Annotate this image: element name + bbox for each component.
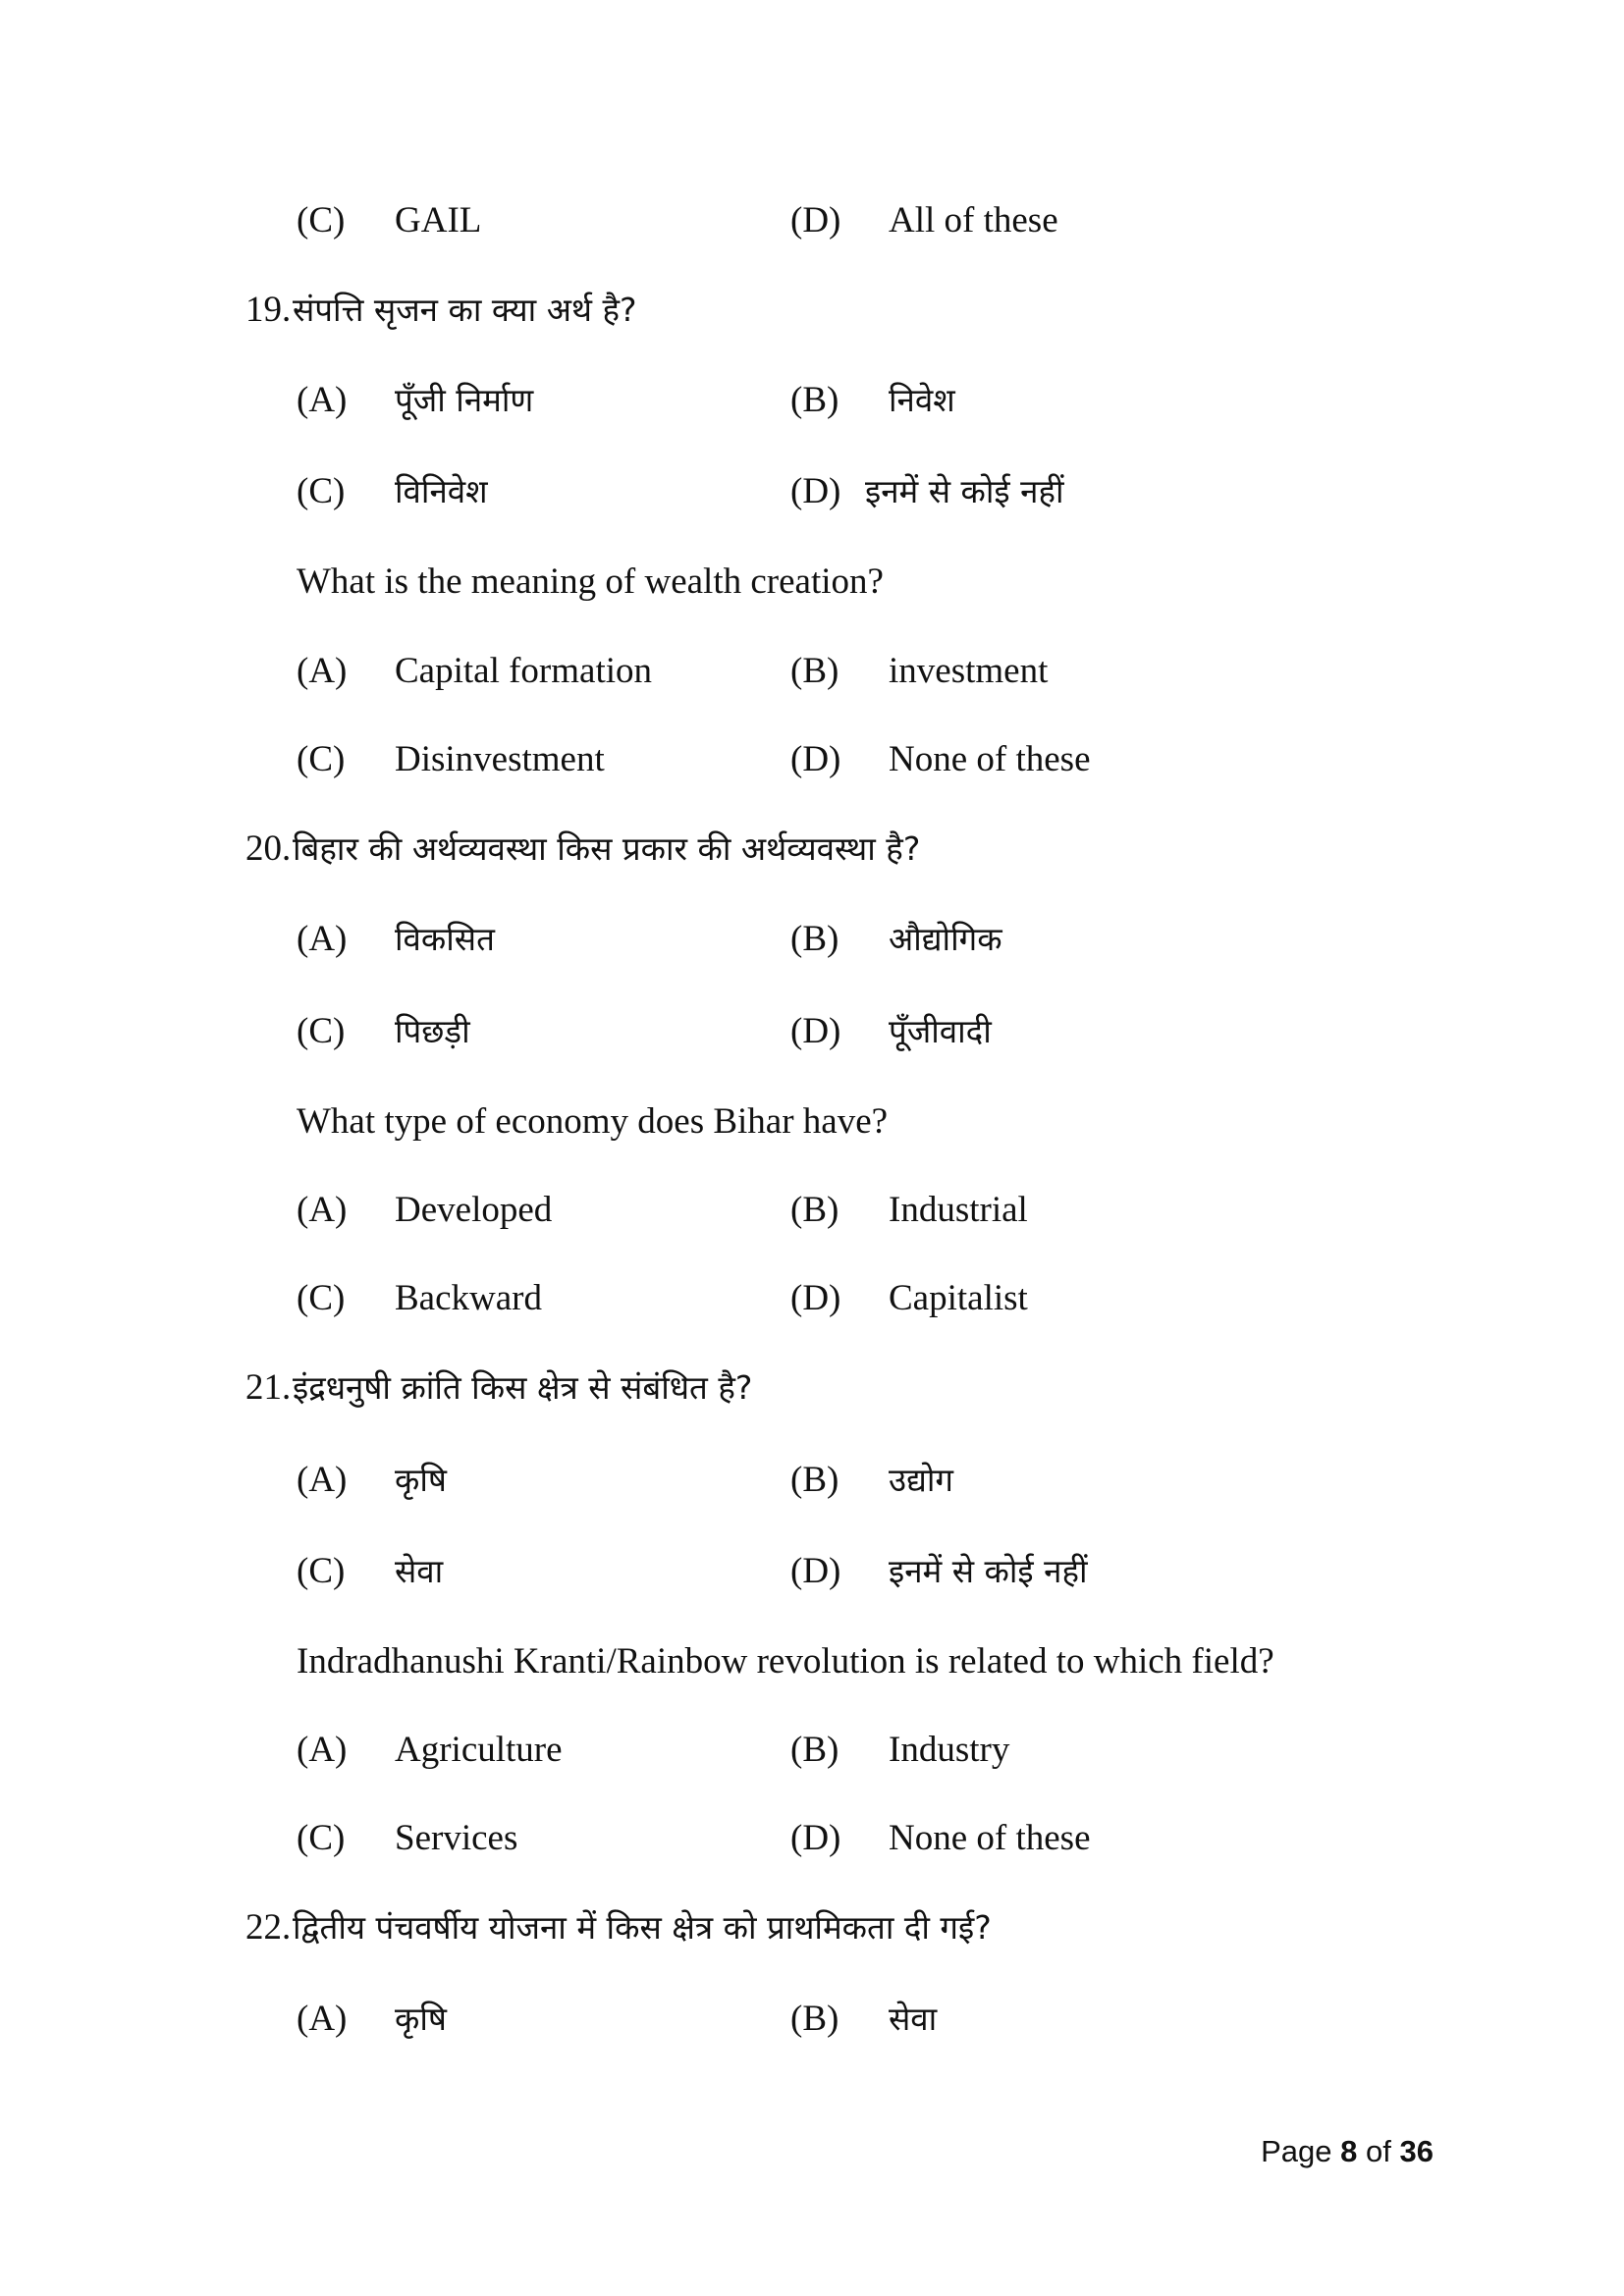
option-text: Agriculture <box>395 1730 563 1770</box>
question-text-hindi: द्वितीय पंचवर्षीय योजना में किस क्षेत्र को प्राथमिकता दी गई? <box>293 1908 992 1947</box>
option-label: (D) <box>790 200 841 240</box>
page-number-footer <box>1129 2130 1434 2173</box>
question-number: 21. <box>245 1367 292 1408</box>
option-row <box>0 1809 1624 1868</box>
option-text: उद्योग <box>889 1461 953 1499</box>
option-row <box>0 1721 1624 1780</box>
option-row <box>0 462 1624 521</box>
option-row <box>0 1451 1624 1510</box>
option-label: (D) <box>790 1818 841 1858</box>
option-label: (A) <box>297 651 348 691</box>
option-text: Disinvestment <box>395 739 605 779</box>
question-21-hindi <box>0 1359 1624 1417</box>
option-text: Services <box>395 1818 518 1858</box>
option-text: Industrial <box>889 1190 1028 1230</box>
option-row <box>0 191 1624 250</box>
option-text: सेवा <box>395 1552 444 1590</box>
option-label: (A) <box>297 1460 348 1500</box>
option-label: (B) <box>790 1190 839 1230</box>
page-prefix: Page <box>1261 2134 1332 2168</box>
option-row <box>0 642 1624 701</box>
option-label: (D) <box>790 471 841 511</box>
option-label: (D) <box>790 739 841 779</box>
option-label: (A) <box>297 1190 348 1230</box>
option-label: (C) <box>297 471 346 511</box>
question-number: 20. <box>245 828 292 869</box>
option-label: (C) <box>297 1011 346 1051</box>
current-page-number: 8 <box>1340 2134 1358 2168</box>
question-text-english: Indradhanushi Kranti/Rainbow revolution is related to which field? <box>297 1641 1274 1682</box>
option-text: औद्योगिक <box>889 920 1002 958</box>
option-row <box>0 371 1624 430</box>
question-text-english: What is the meaning of wealth creation? <box>297 561 884 602</box>
option-label: (A) <box>297 1999 348 2039</box>
option-label: (C) <box>297 739 346 779</box>
option-text: इनमें से कोई नहीं <box>865 472 1064 510</box>
option-label: (D) <box>790 1278 841 1318</box>
option-label: (D) <box>790 1011 841 1051</box>
question-number: 19. <box>245 290 292 330</box>
question-20-hindi <box>0 820 1624 879</box>
option-row <box>0 1269 1624 1328</box>
question-text-english: What type of economy does Bihar have? <box>297 1101 889 1142</box>
option-label: (A) <box>297 919 348 959</box>
option-text: None of these <box>889 1818 1091 1858</box>
option-text: All of these <box>889 200 1058 240</box>
question-20-english <box>0 1093 1624 1151</box>
option-row <box>0 910 1624 969</box>
option-text: विकसित <box>395 920 495 958</box>
option-label: (B) <box>790 380 839 420</box>
question-text-hindi: बिहार की अर्थव्यवस्था किस प्रकार की अर्थव्यवस्था है? <box>293 829 921 868</box>
option-text: कृषि <box>395 2000 447 2038</box>
question-text-hindi: इंद्रधनुषी क्रांति किस क्षेत्र से संबंधित है? <box>293 1368 753 1407</box>
option-label: (B) <box>790 1999 839 2039</box>
option-label: (D) <box>790 1551 841 1591</box>
total-pages: 36 <box>1399 2134 1434 2168</box>
option-label: (A) <box>297 1730 348 1770</box>
option-text: Industry <box>889 1730 1010 1770</box>
option-label: (B) <box>790 1730 839 1770</box>
question-22-hindi <box>0 1898 1624 1957</box>
option-label: (C) <box>297 200 346 240</box>
page-of-word: of <box>1366 2134 1391 2168</box>
question-text-hindi: संपत्ति सृजन का क्या अर्थ है? <box>293 291 637 329</box>
option-text: Capitalist <box>889 1278 1028 1318</box>
option-label: (B) <box>790 919 839 959</box>
question-number: 22. <box>245 1907 292 1948</box>
option-text: इनमें से कोई नहीं <box>889 1552 1088 1590</box>
option-text: पूँजीवादी <box>889 1012 992 1050</box>
option-text: GAIL <box>395 200 482 240</box>
option-row <box>0 730 1624 789</box>
option-text: Capital formation <box>395 651 653 691</box>
option-label: (B) <box>790 651 839 691</box>
option-text: सेवा <box>889 2000 938 2038</box>
option-label: (C) <box>297 1551 346 1591</box>
question-19-hindi <box>0 281 1624 340</box>
option-text: पिछड़ी <box>395 1012 470 1050</box>
option-text: निवेश <box>889 381 955 419</box>
option-row <box>0 1002 1624 1061</box>
option-text: पूँजी निर्माण <box>395 381 534 419</box>
option-text: investment <box>889 651 1049 691</box>
option-text: विनिवेश <box>395 472 488 510</box>
question-19-english <box>0 553 1624 612</box>
option-label: (B) <box>790 1460 839 1500</box>
option-row <box>0 1542 1624 1601</box>
option-text: Backward <box>395 1278 542 1318</box>
option-text: कृषि <box>395 1461 447 1499</box>
option-text: Developed <box>395 1190 553 1230</box>
option-label: (A) <box>297 380 348 420</box>
option-row <box>0 1990 1624 2049</box>
option-row <box>0 1181 1624 1240</box>
question-21-english <box>0 1632 1624 1691</box>
option-label: (C) <box>297 1818 346 1858</box>
option-text: None of these <box>889 739 1091 779</box>
option-label: (C) <box>297 1278 346 1318</box>
